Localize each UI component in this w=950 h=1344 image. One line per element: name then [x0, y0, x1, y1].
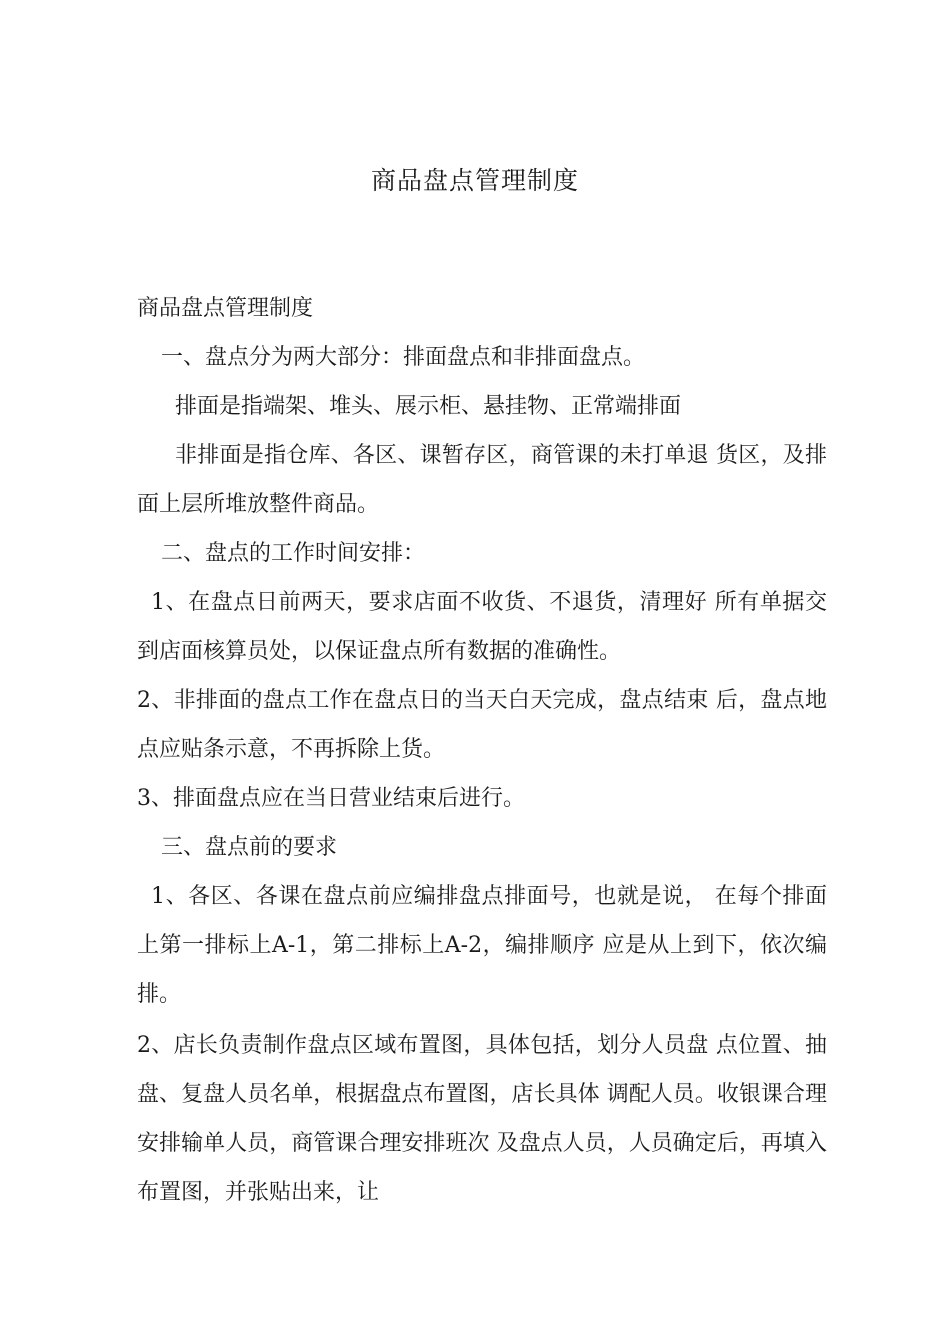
- paragraph-requirement-2: 2、店长负责制作盘点区域布置图，具体包括，划分人员盘 点位置、抽盘、复盘人员名单，根据盘点布置图，店长具体 调配人员。收银课合理安排输单人员，商管课合理安排班次 及盘点人员，人员确定后，再填入布置图，并张贴出来，让: [137, 1033, 827, 1205]
- section-two-heading: 二、盘点的工作时间安排：: [161, 541, 426, 566]
- section-three-heading: 三、盘点前的要求: [161, 835, 338, 860]
- paragraph-item-2: 2、非排面的盘点工作在盘点日的当天白天完成，盘点结束 后，盘点地点应贴条示意，不再拆除上货。: [137, 688, 827, 762]
- paragraph-display-definition: 排面是指端架、堆头、展示柜、悬挂物、正常端排面: [175, 394, 682, 419]
- paragraph-requirement-1: 1、各区、各课在盘点前应编排盘点排面号，也就是说， 在每个排面上第一排标上A-1，第二排标上A-2，编排顺序 应是从上到下，依次编排。: [137, 884, 827, 1007]
- section-one-heading: 一、盘点分为两大部分：排面盘点和非排面盘点。: [161, 345, 646, 370]
- paragraph-item-1: 1、在盘点日前两天，要求店面不收货、不退货，清理好 所有单据交到店面核算员处，以保证盘点所有数据的准确性。: [137, 590, 827, 664]
- document-title: 商品盘点管理制度: [370, 166, 579, 195]
- paragraph-item-3: 3、排面盘点应在当日营业结束后进行。: [137, 786, 525, 811]
- body-heading: 商品盘点管理制度: [137, 296, 314, 321]
- document-body: [137, 284, 827, 1217]
- paragraph-non-display-definition: 非排面是指仓库、各区、课暂存区，商管课的未打单退 货区，及排面上层所堆放整件商品。: [137, 443, 827, 517]
